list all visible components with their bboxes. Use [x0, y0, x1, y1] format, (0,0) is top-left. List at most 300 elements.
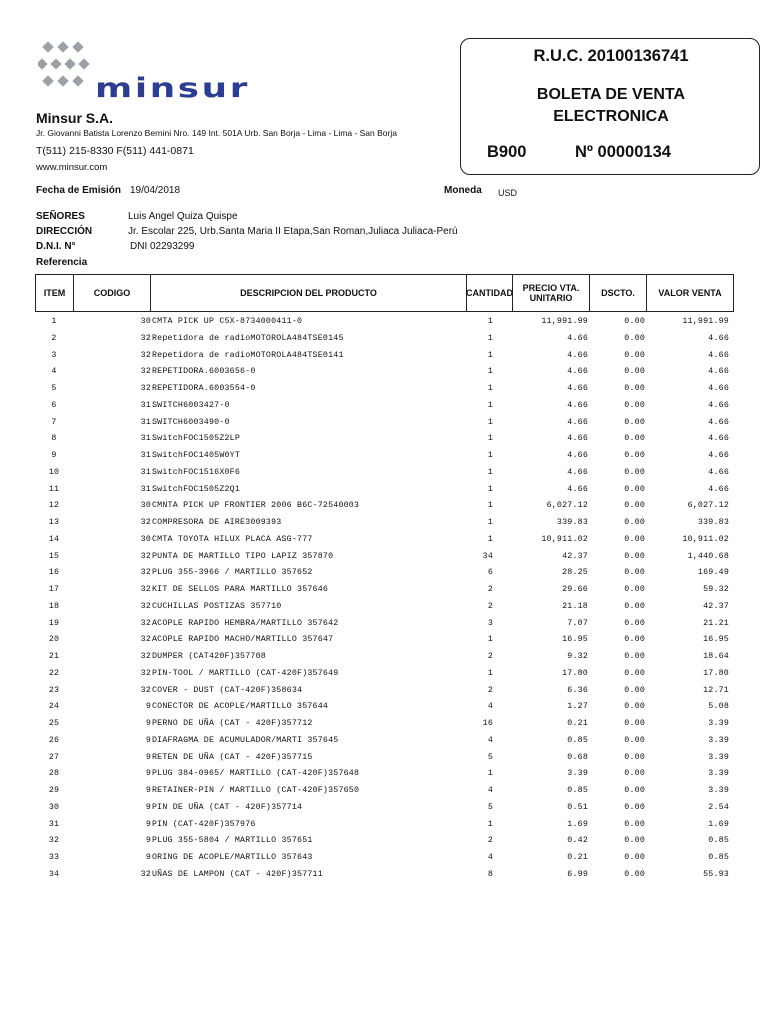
ruc-number: R.U.C. 20100136741: [533, 47, 689, 65]
dscto-cell: 0.00: [624, 484, 645, 494]
cantidad-cell: 1: [487, 400, 493, 410]
cantidad-cell: 2: [487, 836, 493, 846]
codigo-cell: 9: [145, 752, 151, 762]
codigo-cell: 31: [140, 434, 151, 444]
dscto-cell: 0.00: [624, 434, 645, 444]
moneda-value: USD: [498, 188, 518, 198]
company-address: Jr. Giovanni Batista Lorenzo Bernini Nro. 149 Int. 501A Urb. San Borja - Lima - Lima - San Borja: [36, 128, 397, 138]
codigo-cell: 32: [140, 350, 151, 360]
codigo-cell: 32: [140, 618, 151, 628]
table-row: [35, 465, 734, 482]
valor-cell: 16.95: [703, 635, 729, 645]
table-row: [35, 532, 734, 549]
item-cell: 25: [48, 719, 60, 728]
dscto-cell: 0.00: [624, 367, 645, 377]
item-cell: 7: [51, 417, 57, 427]
cantidad-cell: 1: [487, 484, 493, 494]
item-cell: 29: [48, 786, 60, 795]
table-row: [35, 348, 734, 365]
cantidad-cell: 1: [487, 367, 493, 377]
codigo-cell: 32: [140, 668, 151, 678]
valor-cell: 4.66: [708, 384, 729, 393]
codigo-cell: 32: [140, 685, 151, 695]
dscto-cell: 0.00: [624, 719, 645, 728]
codigo-cell: 32: [140, 384, 151, 393]
descripcion-cell: PIN DE UÑA (CAT - 420F)357714: [152, 802, 303, 812]
descripcion-cell: SwitchFOC1516X0F6: [152, 467, 241, 477]
item-cell: 28: [48, 769, 60, 779]
item-cell: 3: [51, 350, 57, 360]
item-cell: 11: [48, 484, 60, 494]
table-row: [35, 800, 734, 817]
descripcion-cell: PLUG 355-3966 / MARTILLO 357652: [152, 568, 313, 578]
cantidad-cell: 8: [487, 869, 493, 879]
table-row: [35, 498, 734, 515]
precio-cell: 4.66: [567, 484, 588, 494]
descripcion-cell: COMPRESORA DE AIRE3009393: [152, 518, 282, 527]
table-row: [35, 850, 734, 867]
valor-cell: 4.66: [708, 367, 729, 377]
codigo-cell: 9: [145, 836, 151, 846]
codigo-cell: 9: [145, 769, 151, 779]
cantidad-cell: 1: [487, 769, 493, 779]
precio-cell: 29.66: [562, 585, 588, 594]
dscto-cell: 0.00: [624, 769, 645, 779]
precio-cell: 10,911.02: [541, 534, 588, 544]
direccion-label: DIRECCIÓN: [36, 226, 93, 237]
precio-cell: 42.37: [562, 551, 588, 561]
table-row: [35, 616, 734, 633]
item-cell: 1: [51, 317, 57, 326]
valor-cell: 18.64: [703, 652, 729, 661]
dscto-cell: 0.00: [624, 534, 645, 544]
item-cell: 21: [48, 652, 60, 661]
dscto-cell: 0.00: [624, 635, 645, 645]
codigo-cell: 32: [140, 568, 151, 578]
precio-cell: 6.36: [567, 685, 588, 695]
table-row: [35, 766, 734, 783]
dscto-cell: 0.00: [624, 685, 645, 695]
item-cell: 30: [48, 802, 60, 812]
codigo-cell: 31: [140, 417, 151, 427]
cantidad-cell: 1: [487, 467, 493, 477]
valor-cell: 4.66: [708, 417, 729, 427]
valor-cell: 0.85: [708, 853, 729, 862]
descripcion-cell: Repetidora de radioMOTOROLA484TSE0145: [152, 333, 344, 343]
document-series: B900: [487, 143, 527, 161]
descripcion-cell: DIAFRAGMA DE ACUMULADOR/MARTI 357645: [152, 735, 339, 745]
table-row: [35, 364, 734, 381]
dscto-cell: 0.00: [624, 317, 645, 326]
table-row: [35, 699, 734, 716]
dscto-cell: 0.00: [624, 601, 645, 611]
descripcion-cell: ACOPLE RAPIDO HEMBRA/MARTILLO 357642: [152, 618, 339, 628]
company-phone: T(511) 215-8330 F(511) 441-0871: [36, 145, 194, 157]
valor-cell: 5.08: [708, 702, 729, 712]
table-row: [35, 599, 734, 616]
descripcion-cell: DUMPER (CAT420F)357708: [152, 652, 266, 661]
item-cell: 4: [51, 367, 57, 377]
table-row: [35, 649, 734, 666]
precio-cell: 9.32: [567, 652, 588, 661]
valor-cell: 0.85: [708, 836, 729, 846]
dscto-cell: 0.00: [624, 836, 645, 846]
codigo-cell: 31: [140, 400, 151, 410]
codigo-cell: 32: [140, 518, 151, 527]
precio-cell: 4.66: [567, 417, 588, 427]
valor-cell: 55.93: [703, 869, 729, 879]
valor-cell: 17.80: [703, 668, 729, 678]
precio-cell: 4.66: [567, 400, 588, 410]
item-cell: 24: [48, 702, 60, 712]
precio-cell: 0.85: [567, 735, 588, 745]
cantidad-cell: 2: [487, 685, 493, 695]
dscto-cell: 0.00: [624, 551, 645, 561]
codigo-cell: 9: [145, 702, 151, 712]
codigo-cell: 32: [140, 585, 151, 594]
col-precio-header: PRECIO VTA. UNITARIO: [513, 275, 590, 311]
table-row: [35, 783, 734, 800]
descripcion-cell: SWITCH6003427-0: [152, 400, 230, 410]
descripcion-cell: CMTA PICK UP C5X-8734000411-0: [152, 317, 303, 326]
valor-cell: 4.66: [708, 434, 729, 444]
item-cell: 9: [51, 451, 57, 460]
cantidad-cell: 1: [487, 350, 493, 360]
valor-cell: 3.39: [708, 769, 729, 779]
valor-cell: 3.39: [708, 752, 729, 762]
cantidad-cell: 1: [487, 317, 493, 326]
table-row: [35, 833, 734, 850]
table-row: [35, 817, 734, 834]
item-cell: 17: [48, 585, 60, 594]
table-row: [35, 632, 734, 649]
cantidad-cell: 16: [482, 719, 493, 728]
fecha-value: 19/04/2018: [130, 185, 181, 196]
col-valor-header: VALOR VENTA: [658, 288, 722, 298]
cantidad-cell: 4: [487, 853, 493, 862]
senores-label: SEÑORES: [36, 211, 85, 222]
cantidad-cell: 5: [487, 802, 493, 812]
item-cell: 8: [51, 434, 57, 444]
dscto-cell: 0.00: [624, 735, 645, 745]
dscto-cell: 0.00: [624, 702, 645, 712]
descripcion-cell: CMNTA PICK UP FRONTIER 2006 B6C-72540003: [152, 501, 360, 511]
dscto-cell: 0.00: [624, 384, 645, 393]
codigo-cell: 32: [140, 869, 151, 879]
col-item-header: ITEM: [36, 275, 74, 311]
table-row: [35, 381, 734, 398]
logo-mark-icon: [38, 41, 90, 86]
item-cell: 12: [48, 501, 60, 511]
table-row: [35, 733, 734, 750]
descripcion-cell: SwitchFOC1405W0YT: [152, 451, 241, 460]
descripcion-cell: REPETIDORA.6003554-0: [152, 384, 256, 393]
table-row: [35, 515, 734, 532]
codigo-cell: 9: [145, 819, 151, 829]
item-cell: 23: [48, 685, 60, 695]
valor-cell: 169.49: [697, 568, 729, 578]
precio-cell: 11,991.99: [541, 317, 588, 326]
descripcion-cell: PIN-TOOL / MARTILLO (CAT-420F)357649: [152, 668, 339, 678]
table-row: [35, 398, 734, 415]
valor-cell: 4.66: [708, 350, 729, 360]
dscto-cell: 0.00: [624, 467, 645, 477]
precio-cell: 3.39: [567, 769, 588, 779]
item-cell: 34: [48, 869, 60, 879]
codigo-cell: 9: [145, 719, 151, 728]
cantidad-cell: 1: [487, 384, 493, 393]
precio-cell: 4.66: [567, 367, 588, 377]
precio-cell: 7.07: [567, 618, 588, 628]
descripcion-cell: CMTA TOYOTA HILUX PLACA ASG-777: [152, 534, 313, 544]
dscto-cell: 0.00: [624, 618, 645, 628]
cantidad-cell: 4: [487, 735, 493, 745]
dni-label: D.N.I. N°: [36, 241, 76, 252]
precio-cell: 0.51: [567, 802, 588, 812]
item-cell: 15: [48, 551, 60, 561]
valor-cell: 3.39: [708, 719, 729, 728]
table-row: [35, 666, 734, 683]
dscto-cell: 0.00: [624, 668, 645, 678]
cantidad-cell: 1: [487, 819, 493, 829]
precio-cell: 0.21: [567, 719, 588, 728]
codigo-cell: 32: [140, 333, 151, 343]
dni-value: DNI 02293299: [130, 241, 195, 252]
item-cell: 5: [51, 384, 57, 393]
col-dscto-header: DSCTO.: [590, 275, 647, 311]
descripcion-cell: RETEN DE UÑA (CAT - 420F)357715: [152, 752, 313, 762]
item-cell: 10: [48, 467, 60, 477]
item-cell: 2: [51, 333, 57, 343]
table-row: [35, 549, 734, 566]
table-row: [35, 750, 734, 767]
cantidad-cell: 1: [487, 518, 493, 527]
cantidad-cell: 1: [487, 434, 493, 444]
senores-value: Luis Angel Quiza Quispe: [128, 211, 238, 222]
dscto-cell: 0.00: [624, 652, 645, 661]
svg-text:minsur: minsur: [95, 73, 250, 100]
dscto-cell: 0.00: [624, 568, 645, 578]
valor-cell: 59.32: [703, 585, 729, 594]
item-cell: 22: [48, 668, 60, 678]
codigo-cell: 30: [140, 317, 151, 326]
company-name: Minsur S.A.: [36, 110, 114, 126]
table-row: [35, 683, 734, 700]
dscto-cell: 0.00: [624, 786, 645, 795]
table-row: [35, 582, 734, 599]
item-cell: 33: [48, 853, 60, 862]
ruc-box: [460, 38, 760, 175]
table-row: [35, 565, 734, 582]
valor-cell: 6,027.12: [687, 501, 729, 511]
precio-cell: 0.42: [567, 836, 588, 846]
descripcion-cell: KIT DE SELLOS PARA MARTILLO 357646: [152, 585, 329, 594]
valor-cell: 2.54: [708, 802, 729, 812]
item-cell: 18: [48, 601, 60, 611]
cantidad-cell: 6: [487, 568, 493, 578]
cantidad-cell: 1: [487, 635, 493, 645]
valor-cell: 4.66: [708, 400, 729, 410]
cantidad-cell: 1: [487, 668, 493, 678]
table-row: [35, 482, 734, 499]
company-website: www.minsur.com: [36, 162, 108, 173]
valor-cell: 21.21: [703, 618, 729, 628]
precio-cell: 28.25: [562, 568, 588, 578]
precio-cell: 4.66: [567, 467, 588, 477]
codigo-cell: 31: [140, 484, 151, 494]
codigo-cell: 31: [140, 451, 151, 460]
valor-cell: 4.66: [708, 467, 729, 477]
dscto-cell: 0.00: [624, 417, 645, 427]
dscto-cell: 0.00: [624, 518, 645, 527]
codigo-cell: 9: [145, 802, 151, 812]
table-row: [35, 448, 734, 465]
col-descripcion-header: DESCRIPCION DEL PRODUCTO: [151, 275, 467, 311]
table-row: [35, 716, 734, 733]
col-cantidad-header: CANTIDAD: [467, 275, 513, 311]
precio-cell: 16.95: [562, 635, 588, 645]
item-cell: 32: [48, 836, 60, 846]
dscto-cell: 0.00: [624, 333, 645, 343]
codigo-cell: 32: [140, 652, 151, 661]
cantidad-cell: 5: [487, 752, 493, 762]
descripcion-cell: PUNTA DE MARTILLO TIPO LAPIZ 357870: [152, 551, 334, 561]
item-cell: 31: [48, 819, 60, 829]
descripcion-cell: PERNO DE UÑA (CAT - 420F)357712: [152, 719, 313, 728]
valor-cell: 1,440.68: [687, 551, 729, 561]
descripcion-cell: Repetidora de radioMOTOROLA484TSE0141: [152, 350, 344, 360]
descripcion-cell: PIN (CAT-420F)357976: [152, 819, 256, 829]
descripcion-cell: CUCHILLAS POSTIZAS 357710: [152, 601, 282, 611]
item-cell: 26: [48, 735, 60, 745]
precio-cell: 1.69: [567, 819, 588, 829]
precio-cell: 21.18: [562, 601, 588, 611]
cantidad-cell: 1: [487, 417, 493, 427]
precio-cell: 1.27: [567, 702, 588, 712]
direccion-value: Jr. Escolar 225, Urb.Santa Maria II Etapa,San Roman,Juliaca Juliaca-Perú: [128, 226, 458, 237]
valor-cell: 42.37: [703, 601, 729, 611]
codigo-cell: 9: [145, 735, 151, 745]
cantidad-cell: 2: [487, 601, 493, 611]
table-row: [35, 314, 734, 331]
dscto-cell: 0.00: [624, 819, 645, 829]
valor-cell: 3.39: [708, 786, 729, 795]
descripcion-cell: UÑAS DE LAMPON (CAT - 420F)357711: [152, 869, 323, 879]
codigo-cell: 32: [140, 635, 151, 645]
precio-cell: 4.66: [567, 333, 588, 343]
moneda-label: Moneda: [444, 185, 482, 196]
cantidad-cell: 1: [487, 451, 493, 460]
codigo-cell: 32: [140, 367, 151, 377]
dscto-cell: 0.00: [624, 752, 645, 762]
descripcion-cell: SwitchFOC1505Z2LP: [152, 434, 241, 444]
precio-cell: 4.66: [567, 451, 588, 460]
table-row: [35, 867, 734, 884]
dscto-cell: 0.00: [624, 869, 645, 879]
cantidad-cell: 2: [487, 652, 493, 661]
document-type: BOLETA DE VENTA ELECTRONICA: [536, 86, 686, 125]
item-cell: 20: [48, 635, 60, 645]
descripcion-cell: RETAINER-PIN / MARTILLO (CAT-420F)357650: [152, 786, 360, 795]
descripcion-cell: SwitchFOC1505Z2Q1: [152, 484, 241, 494]
fecha-label: Fecha de Emisión: [36, 185, 122, 196]
codigo-cell: 31: [140, 467, 151, 477]
cantidad-cell: 3: [487, 618, 493, 628]
descripcion-cell: PLUG 384-0965/ MARTILLO (CAT-420F)357648: [152, 769, 360, 779]
codigo-cell: 9: [145, 786, 151, 795]
codigo-cell: 32: [140, 601, 151, 611]
valor-cell: 12.71: [703, 685, 729, 695]
cantidad-cell: 34: [482, 551, 493, 561]
dscto-cell: 0.00: [624, 501, 645, 511]
dscto-cell: 0.00: [624, 350, 645, 360]
descripcion-cell: SWITCH6003490-0: [152, 417, 230, 427]
codigo-cell: 30: [140, 534, 151, 544]
valor-cell: 4.66: [708, 333, 729, 343]
precio-cell: 0.21: [567, 853, 588, 862]
descripcion-cell: PLUG 355-5804 / MARTILLO 357651: [152, 836, 313, 846]
cantidad-cell: 1: [487, 534, 493, 544]
table-header: [35, 274, 734, 312]
dscto-cell: 0.00: [624, 400, 645, 410]
descripcion-cell: ACOPLE RAPIDO MACHO/MARTILLO 357647: [152, 635, 334, 645]
item-cell: 13: [48, 518, 60, 527]
col-codigo-header: CODIGO: [74, 275, 151, 311]
item-cell: 6: [51, 400, 57, 410]
precio-cell: 4.66: [567, 434, 588, 444]
descripcion-cell: CONECTOR DE ACOPLE/MARTILLO 357644: [152, 702, 329, 712]
table-row: [35, 331, 734, 348]
codigo-cell: 9: [145, 853, 151, 862]
item-cell: 16: [48, 568, 60, 578]
minsur-logo: [38, 40, 253, 100]
precio-cell: 0.85: [567, 786, 588, 795]
valor-cell: 4.66: [708, 484, 729, 494]
dscto-cell: 0.00: [624, 802, 645, 812]
item-cell: 19: [48, 618, 60, 628]
item-cell: 27: [48, 752, 60, 762]
dscto-cell: 0.00: [624, 451, 645, 460]
items-table-body: [35, 314, 734, 884]
cantidad-cell: 4: [487, 702, 493, 712]
precio-cell: 6.99: [567, 869, 588, 879]
item-cell: 14: [48, 534, 60, 544]
valor-cell: 1.69: [708, 819, 729, 829]
precio-cell: 6,027.12: [546, 501, 588, 511]
descripcion-cell: ORING DE ACOPLE/MARTILLO 357643: [152, 853, 313, 862]
precio-cell: 339.83: [556, 518, 588, 527]
cantidad-cell: 2: [487, 585, 493, 594]
valor-cell: 11,991.99: [682, 317, 729, 326]
precio-cell: 17.80: [562, 668, 588, 678]
valor-cell: 10,911.02: [682, 534, 729, 544]
referencia-label: Referencia: [36, 257, 88, 268]
codigo-cell: 32: [140, 551, 151, 561]
dscto-cell: 0.00: [624, 585, 645, 594]
valor-cell: 4.66: [708, 451, 729, 460]
codigo-cell: 30: [140, 501, 151, 511]
precio-cell: 0.68: [567, 752, 588, 762]
table-row: [35, 415, 734, 432]
cantidad-cell: 1: [487, 333, 493, 343]
valor-cell: 339.83: [697, 518, 729, 527]
dscto-cell: 0.00: [624, 853, 645, 862]
precio-cell: 4.66: [567, 350, 588, 360]
cantidad-cell: 1: [487, 501, 493, 511]
descripcion-cell: REPETIDORA.6003656-0: [152, 367, 256, 377]
precio-cell: 4.66: [567, 384, 588, 393]
cantidad-cell: 4: [487, 786, 493, 795]
